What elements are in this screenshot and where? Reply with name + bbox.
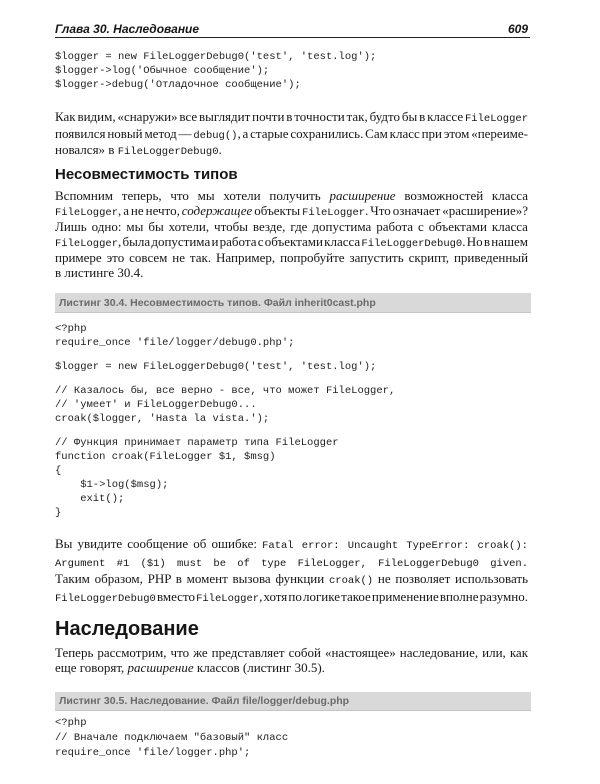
paragraph [55, 110, 528, 160]
paragraph-line [55, 536, 528, 554]
code-line: // Функция принимает параметр типа FileLogger [55, 437, 339, 449]
code-group [55, 322, 528, 350]
text: . Что означает «расширение»? [365, 202, 528, 218]
inline-code: croak() [328, 575, 374, 587]
paragraph-line [55, 220, 528, 235]
paragraph-line [55, 646, 528, 661]
inline-code: FileLoggerDebug0 [117, 146, 219, 159]
inline-code: FileLoggerDebug0 [361, 237, 463, 250]
code-group [55, 50, 528, 92]
code-line: function croak(FileLogger $1, $msg) [55, 451, 276, 463]
code-line: <?php [55, 323, 87, 335]
code-block [55, 716, 528, 761]
paragraph-line [55, 571, 528, 589]
text: , хотя по логике такое применение вполне разумно. [259, 589, 528, 604]
section-heading: Несовместимость типов [55, 166, 238, 183]
text: новался» в [55, 142, 118, 158]
code-line: require_once 'file/logger/debug0.php'; [55, 337, 295, 349]
paragraph [55, 646, 528, 675]
emphasis: расширение [329, 188, 396, 203]
code-line: $1->log($msg); [55, 479, 169, 491]
paragraph-line [55, 589, 528, 607]
text: , а не нечто, [118, 202, 182, 218]
inline-code: Argument #1 ($1) must be of type FileLogger, FileLoggerDebug0 given. [55, 558, 529, 570]
paragraph-line [55, 251, 528, 266]
code-block [55, 322, 528, 520]
code-group [55, 436, 528, 520]
code-line: // Казалось бы, все верно - все, что может FileLogger, [55, 385, 396, 397]
inline-code: FileLogger [465, 113, 529, 125]
inline-code: Fatal error: Uncaught TypeError: croak(): [262, 540, 528, 552]
emphasis: расширение [127, 659, 194, 675]
text: Теперь рассмотрим, что же представляет собой «настоящее» наследование, или, как [55, 645, 529, 660]
code-group [55, 384, 528, 426]
listing-caption: Листинг 30.5. Наследование. Файл file/logger/debug.php [55, 692, 531, 711]
code-line: croak($logger, 'Hasta la vista.'); [55, 413, 270, 425]
text: объекты [252, 202, 303, 218]
text: вместо [155, 589, 197, 604]
text: Таким образом, PHP в момент вызова функции [55, 571, 329, 586]
header-rule [55, 37, 530, 38]
inline-code: FileLoggerDebug0 [55, 593, 156, 605]
text: , а старые сохранились. Сам класс при этом «переиме- [237, 125, 528, 141]
text: Лишь одно: мы бы хотели, чтобы везде, где допустима работа с объектами класса [55, 219, 528, 235]
text: . [218, 142, 222, 158]
emphasis: содержащее [181, 202, 253, 218]
text: в листинге 30.4. [55, 264, 144, 280]
code-line: $logger = new FileLoggerDebug0('test', 'test.log'); [55, 361, 377, 373]
chapter-title: Глава 30. Наследование [55, 22, 200, 36]
paragraph-line [55, 554, 528, 572]
running-header [55, 22, 528, 36]
paragraph-line [55, 235, 528, 252]
code-group [55, 360, 528, 374]
inline-code: debug() [193, 129, 238, 142]
text: еще говорят, [55, 659, 128, 675]
paragraph-line [55, 661, 528, 676]
code-line: // 'умеет' и FileLoggerDebug0... [55, 399, 257, 411]
listing-caption: Листинг 30.4. Несовместимость типов. Файл inherit0cast.php [55, 293, 531, 313]
text: классов (листинг 30.5). [193, 659, 325, 675]
code-line: // Вначале подключаем "базовый" класс [55, 732, 289, 744]
code-group [55, 716, 528, 761]
paragraph-line [55, 143, 528, 160]
paragraph-line [55, 204, 528, 221]
text: Как видим, «снаружи» все выглядит почти в точности так, будто бы в классе [55, 109, 465, 124]
code-line: $logger->log('Обычное сообщение'); [55, 65, 270, 77]
paragraph-line [55, 127, 528, 144]
paragraph-line [55, 110, 528, 127]
section-heading: Наследование [55, 618, 199, 640]
text: не позволяет использовать [373, 571, 529, 586]
code-line: $logger = new FileLoggerDebug0('test', 'test.log'); [55, 51, 377, 63]
inline-code: FileLogger [55, 206, 119, 219]
code-line: { [55, 465, 62, 477]
text: Вспомним теперь, что мы хотели получить [55, 188, 330, 203]
code-line: $logger->debug('Отладочное сообщение'); [55, 79, 301, 91]
text: примере это совсем не так. Например, попробуйте запустить скрипт, приведенный [55, 250, 529, 266]
paragraph [55, 536, 528, 572]
code-block [55, 50, 528, 92]
code-line: <?php [55, 717, 87, 729]
page-number: 609 [507, 22, 528, 36]
paragraph-line [55, 189, 528, 204]
paragraph-line [55, 266, 528, 281]
text: Вы увидите сообщение об ошибке: [55, 536, 263, 551]
inline-code: FileLogger [302, 206, 366, 219]
code-line: } [55, 507, 62, 519]
text: , была допустима и работа с объектами класса [118, 233, 362, 249]
inline-code: FileLogger [196, 593, 260, 605]
code-line: exit(); [55, 493, 125, 505]
code-line: require_once 'file/logger.php'; [55, 747, 251, 759]
text: . Но в нашем [462, 233, 528, 249]
text: появился новый метод — [55, 125, 194, 141]
paragraph [55, 571, 528, 607]
text: возможностей класса [395, 188, 528, 203]
paragraph [55, 189, 528, 281]
inline-code: FileLogger [55, 237, 119, 250]
